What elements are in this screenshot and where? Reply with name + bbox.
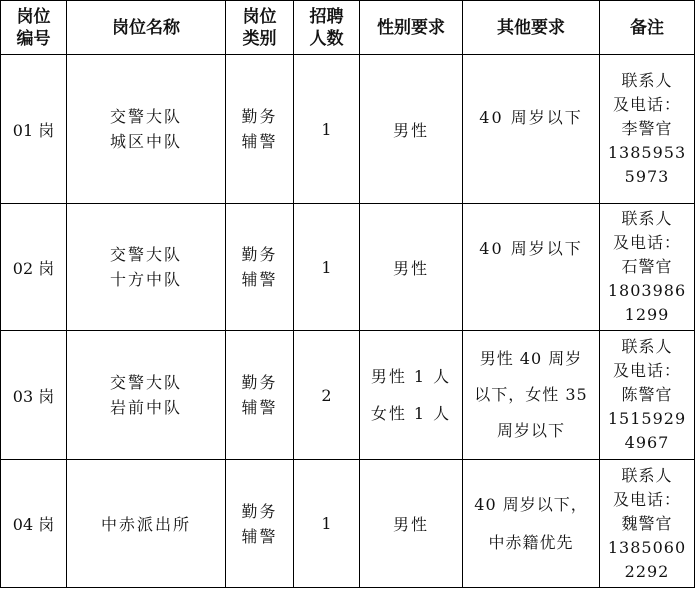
note-cell: 联系人 及电话： 陈警官 1515929 4967 xyxy=(600,331,695,460)
header-gender-requirement: 性别要求 xyxy=(360,1,463,55)
other-requirement-cell: 40 周岁以下 xyxy=(463,204,600,331)
hire-count-cell: 1 xyxy=(294,204,360,331)
other-requirement-cell: 男性 40 周岁 以下，女性 35 周岁以下 xyxy=(463,331,600,460)
other-requirement-cell: 40 周岁以下 xyxy=(463,55,600,204)
table-row xyxy=(1,331,695,460)
gender-cell: 男性 xyxy=(360,204,463,331)
gender-cell: 男性 xyxy=(360,55,463,204)
hire-count-cell: 1 xyxy=(294,460,360,588)
table-row xyxy=(1,55,695,204)
post-category-cell: 勤务 辅警 xyxy=(226,55,294,204)
header-other-requirement: 其他要求 xyxy=(463,1,600,55)
post-name-cell: 中赤派出所 xyxy=(67,460,226,588)
post-code-cell: 02 岗 xyxy=(1,204,67,331)
post-name-cell: 交警大队 十方中队 xyxy=(67,204,226,331)
hire-count-cell: 2 xyxy=(294,331,360,460)
post-name-cell: 交警大队 城区中队 xyxy=(67,55,226,204)
post-category-cell: 勤务 辅警 xyxy=(226,204,294,331)
post-category-cell: 勤务 辅警 xyxy=(226,460,294,588)
gender-cell: 男性 xyxy=(360,460,463,588)
header-post-code: 岗位 编号 xyxy=(1,1,67,55)
hire-count-cell: 1 xyxy=(294,55,360,204)
post-name-cell: 交警大队 岩前中队 xyxy=(67,331,226,460)
header-post-category: 岗位 类别 xyxy=(226,1,294,55)
table-row xyxy=(1,204,695,331)
header-hire-count: 招聘 人数 xyxy=(294,1,360,55)
header-note: 备注 xyxy=(600,1,695,55)
header-row xyxy=(1,1,695,55)
table-row xyxy=(1,460,695,588)
post-code-cell: 01 岗 xyxy=(1,55,67,204)
other-requirement-cell: 40 周岁以下， 中赤籍优先 xyxy=(463,460,600,588)
header-post-name: 岗位名称 xyxy=(67,1,226,55)
note-cell: 联系人 及电话： 李警官 1385953 5973 xyxy=(600,55,695,204)
gender-cell: 男性 1 人 女性 1 人 xyxy=(360,331,463,460)
post-category-cell: 勤务 辅警 xyxy=(226,331,294,460)
post-code-cell: 03 岗 xyxy=(1,331,67,460)
post-code-cell: 04 岗 xyxy=(1,460,67,588)
note-cell: 联系人 及电话： 魏警官 1385060 2292 xyxy=(600,460,695,588)
note-cell: 联系人 及电话： 石警官 1803986 1299 xyxy=(600,204,695,331)
